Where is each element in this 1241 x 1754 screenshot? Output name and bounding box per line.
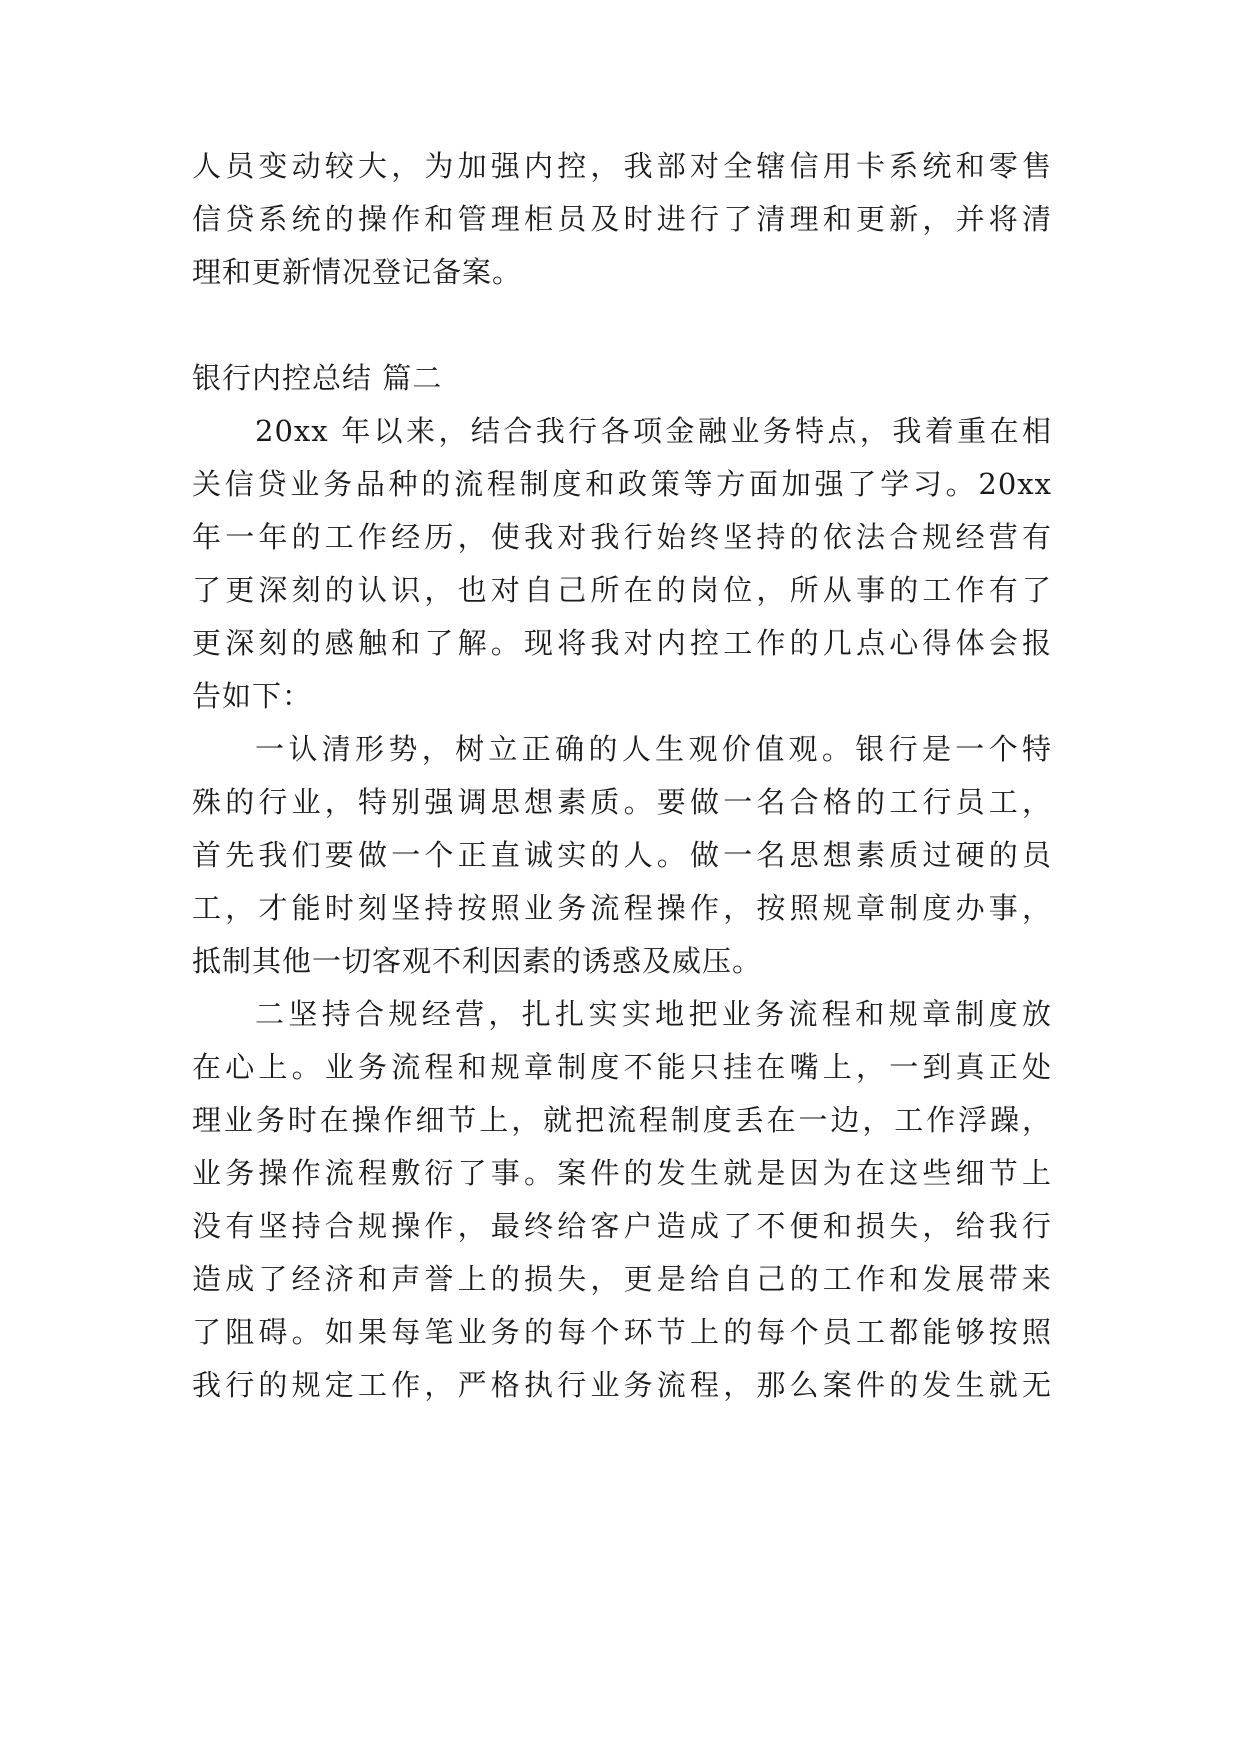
paragraph-line: 年一年的工作经历，使我对我行始终坚持的依法合规经营有 [192,520,1052,554]
paragraph-line: 人员变动较大，为加强内控，我部对全辖信用卡系统和零售 [192,149,1052,183]
paragraph-line: 理业务时在操作细节上，就把流程制度丢在一边，工作浮躁， [192,1103,1052,1137]
paragraph-line: 没有坚持合规操作，最终给客户造成了不便和损失，给我行 [192,1209,1052,1243]
paragraph-line: 关信贷业务品种的流程制度和政策等方面加强了学习。20xx [192,467,1052,501]
paragraph-line: 告如下： [192,679,313,713]
paragraph-line: 工，才能时刻坚持按照业务流程操作，按照规章制度办事， [192,891,1052,925]
paragraph-line: 造成了经济和声誉上的损失，更是给自己的工作和发展带来 [192,1262,1052,1296]
paragraph-line: 我行的规定工作，严格执行业务流程，那么案件的发生就无 [192,1368,1052,1402]
section-heading: 银行内控总结 篇二 [192,361,443,395]
paragraph-line: 信贷系统的操作和管理柜员及时进行了清理和更新，并将清 [192,202,1052,236]
paragraph-line: 一认清形势，树立正确的人生观价值观。银行是一个特 [255,732,1052,766]
paragraph-line: 殊的行业，特别强调思想素质。要做一名合格的工行员工， [192,785,1052,819]
paragraph-line: 首先我们要做一个正直诚实的人。做一名思想素质过硬的员 [192,838,1052,872]
paragraph-line: 二坚持合规经营，扎扎实实地把业务流程和规章制度放 [255,997,1052,1031]
paragraph-line: 20xx 年以来，结合我行各项金融业务特点，我着重在相 [255,414,1052,448]
paragraph-line: 抵制其他一切客观不利因素的诱惑及威压。 [192,944,763,978]
paragraph-line: 了阻碍。如果每笔业务的每个环节上的每个员工都能够按照 [192,1315,1052,1349]
paragraph-line: 在心上。业务流程和规章制度不能只挂在嘴上，一到真正处 [192,1050,1052,1084]
paragraph-line: 业务操作流程敷衍了事。案件的发生就是因为在这些细节上 [192,1156,1052,1190]
paragraph-line: 更深刻的感触和了解。现将我对内控工作的几点心得体会报 [192,626,1052,660]
paragraph-line: 了更深刻的认识，也对自己所在的岗位，所从事的工作有了 [192,573,1052,607]
paragraph-line: 理和更新情况登记备案。 [192,255,523,289]
